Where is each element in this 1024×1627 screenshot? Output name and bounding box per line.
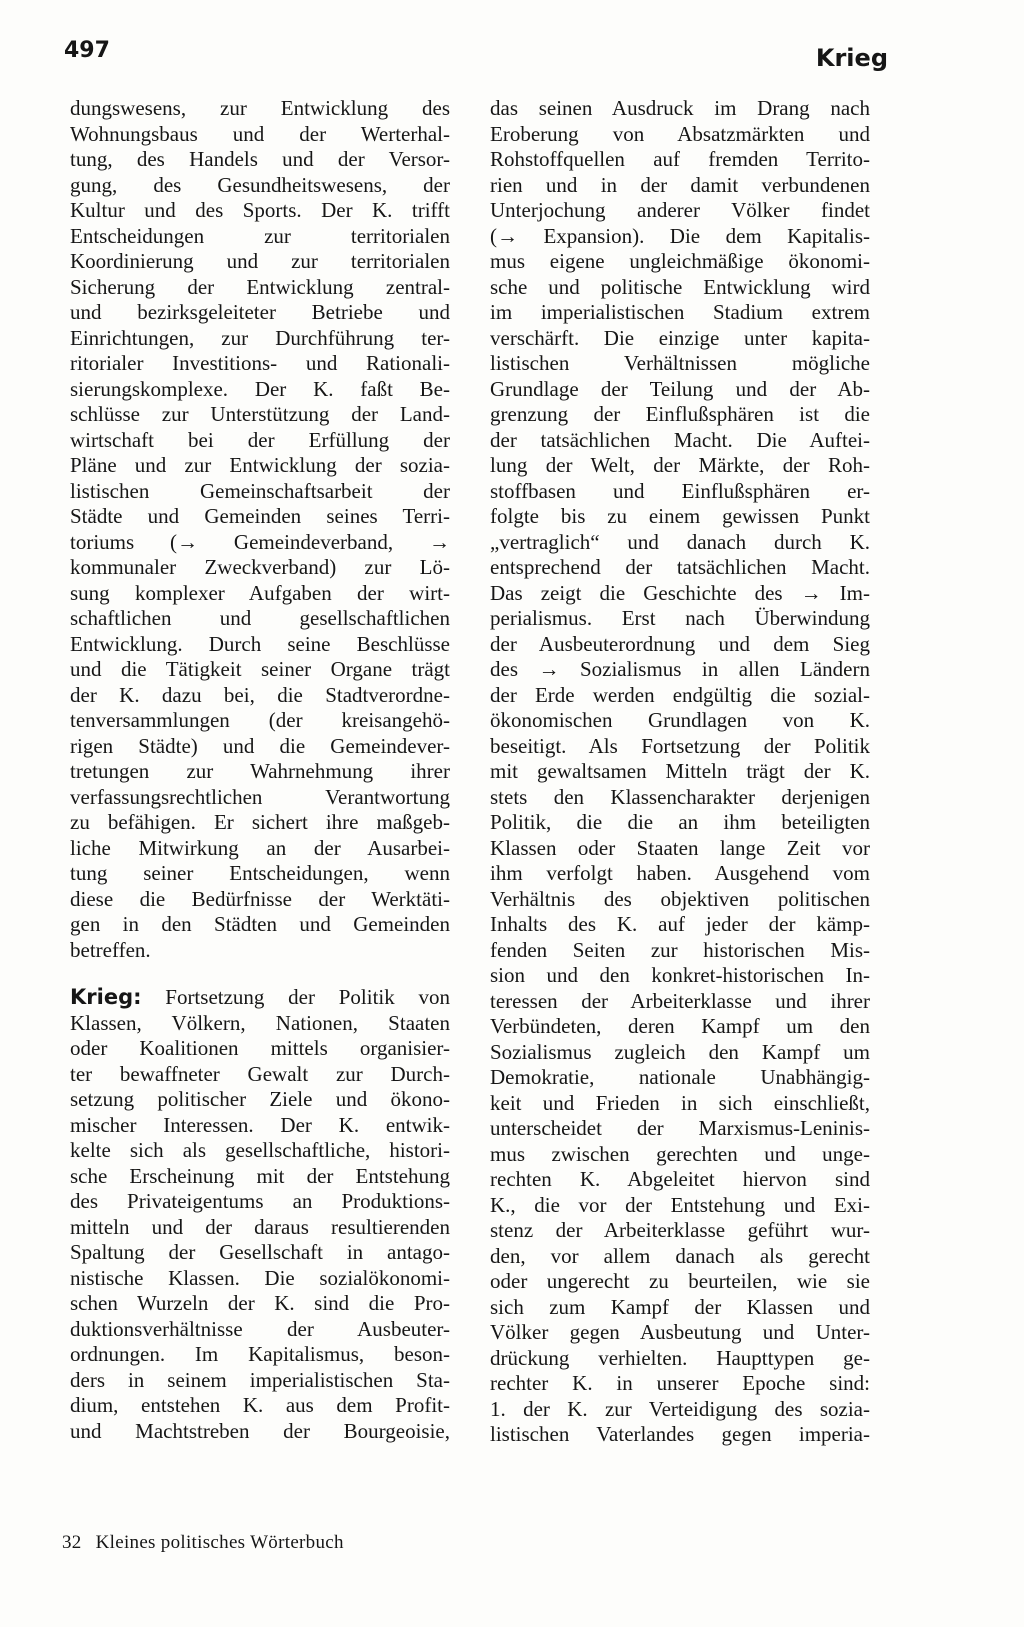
text-line: folgte bis zu einem gewissen Punkt [490, 504, 870, 528]
text-line: Sozialismus zugleich den Kampf um [490, 1039, 870, 1064]
text-line: sche Erscheinung mit der Entstehung [70, 1163, 450, 1188]
text-line: schaftlichen und gesellschaftlichen [70, 606, 450, 630]
text-line: listischen Vaterlandes gegen imperia- [490, 1422, 870, 1446]
text-line: Städte und Gemeinden seines Terri- [70, 504, 450, 528]
text-line: wirtschaft bei der Erfüllung der [70, 427, 450, 452]
text-line: nistische Klassen. Die sozialökonomi- [70, 1265, 450, 1290]
text-line: Klassen, Völkern, Nationen, Staaten [70, 1010, 450, 1035]
text-line: oder ungerecht zu beurteilen, wie sie [490, 1269, 870, 1293]
text-line: verfassungsrechtlichen Verantwortung [70, 784, 450, 809]
text-line: der Ausbeuterordnung und dem Sieg [490, 631, 870, 656]
text-line: listischen Verhältnissen mögliche [490, 351, 870, 375]
entry-first-line [70, 985, 450, 1011]
text-line: oder Koalitionen mittels organisier- [70, 1036, 450, 1060]
text-line: tretungen zur Wahrnehmung ihrer [70, 759, 450, 783]
left-column [70, 96, 450, 1444]
text-line: Kultur und des Sports. Der K. trifft [70, 198, 450, 222]
text-line: Demokratie, nationale Unabhängig- [490, 1065, 870, 1089]
text-line: mus eigene ungleichmäßige ökonomi- [490, 249, 870, 273]
text-line: stets den Klassencharakter derjenigen [490, 784, 870, 809]
text-line: gung, des Gesundheitswesens, der [70, 172, 450, 197]
text-line: tenversammlungen (der kreisangehö- [70, 708, 450, 732]
entry-gap [70, 963, 450, 985]
right-column [490, 96, 870, 1448]
text-line: des → Sozialismus in allen Ländern [490, 657, 870, 681]
text-line: ihm verfolgt haben. Ausgehend vom [490, 861, 870, 885]
text-line: teressen der Arbeiterklasse und ihrer [490, 988, 870, 1013]
entry-term-krieg: Krieg: [70, 985, 142, 1009]
text-line: stenz der Arbeiterklasse geführt wur- [490, 1218, 870, 1242]
text-line: ders in seinem imperialistischen Sta- [70, 1367, 450, 1392]
text-line: setzung politischer Ziele und ökono- [70, 1087, 450, 1111]
text-line: zu befähigen. Er sichert ihre maßgeb- [70, 810, 450, 834]
text-line: sion und den konkret-historischen In- [490, 963, 870, 987]
text-line: Inhalts des K. auf jeder der kämp- [490, 912, 870, 936]
entry-first-line-text: Fortsetzung der Politik von [141, 985, 450, 1009]
text-line: der K. dazu bei, die Stadtverordne- [70, 682, 450, 707]
text-line: beseitigt. Als Fortsetzung der Politik [490, 733, 870, 758]
sheet-number: 32 [62, 1532, 82, 1553]
text-line: der Erde werden endgültig die sozial- [490, 682, 870, 707]
text-line: „vertraglich“ und danach durch K. [490, 529, 870, 554]
text-line: gen in den Städten und Gemeinden [70, 912, 450, 936]
text-line: Spaltung der Gesellschaft in antago- [70, 1240, 450, 1264]
text-line: im imperialistischen Stadium extrem [490, 300, 870, 324]
text-line: rigen Städte) und die Gemeindever- [70, 733, 450, 758]
text-line: lung der Welt, der Märkte, der Roh- [490, 453, 870, 477]
text-line: kelte sich als gesellschaftliche, histori- [70, 1138, 450, 1162]
text-line: sich zum Kampf der Klassen und [490, 1294, 870, 1319]
text-line: Koordinierung und zur territorialen [70, 249, 450, 273]
text-line: Unterjochung anderer Völker findet [490, 198, 870, 222]
text-line: unterscheidet der Marxismus-Leninis- [490, 1116, 870, 1140]
text-line: mus zwischen gerechten und unge- [490, 1141, 870, 1166]
text-line: und die Tätigkeit seiner Organe trägt [70, 657, 450, 681]
text-line: Einrichtungen, zur Durchführung ter- [70, 325, 450, 350]
text-line: duktionsverhältnisse der Ausbeuter- [70, 1316, 450, 1341]
text-line: 1. der K. zur Verteidigung des sozia- [490, 1396, 870, 1421]
text-line: fenden Seiten zur historischen Mis- [490, 937, 870, 962]
text-line: rechten K. Abgeleitet hiervon sind [490, 1167, 870, 1191]
running-head: Krieg [815, 44, 888, 72]
text-line: mitteln und der daraus resultierenden [70, 1214, 450, 1239]
text-line: Pläne und zur Entwicklung der sozia- [70, 453, 450, 477]
text-line: rien und in der damit verbundenen [490, 172, 870, 197]
text-line: Eroberung von Absatzmärkten und [490, 121, 870, 146]
text-line: Grundlage der Teilung und der Ab- [490, 376, 870, 401]
text-line: schlüsse zur Unterstützung der Land- [70, 402, 450, 426]
text-line: des Privateigentums an Produktions- [70, 1189, 450, 1213]
text-line: mischer Interessen. Der K. entwik- [70, 1112, 450, 1137]
text-line: liche Mitwirkung an der Ausarbei- [70, 835, 450, 860]
text-line: rechter K. in unserer Epoche sind: [490, 1371, 870, 1395]
text-line: listischen Gemeinschaftsarbeit der [70, 478, 450, 503]
text-line: Klassen oder Staaten lange Zeit vor [490, 835, 870, 860]
text-line: grenzung der Einflußsphären ist die [490, 402, 870, 426]
text-line: Das zeigt die Geschichte des → Im- [490, 580, 870, 605]
text-line: ter bewaffneter Gewalt zur Durch- [70, 1061, 450, 1086]
text-line: Entwicklung. Durch seine Beschlüsse [70, 631, 450, 656]
text-line: tung, des Handels und der Versor- [70, 147, 450, 171]
text-line: diese die Bedürfnisse der Werktäti- [70, 886, 450, 911]
text-line: dungswesens, zur Entwicklung des [70, 96, 450, 120]
text-line: der tatsächlichen Macht. Die Auftei- [490, 427, 870, 452]
text-line: toriums (→ Gemeindeverband, → [70, 529, 450, 554]
text-line: Politik, die die an ihm beteiligten [490, 810, 870, 834]
text-line: perialismus. Erst nach Überwindung [490, 606, 870, 630]
text-line: keit und Frieden in sich einschließt, [490, 1090, 870, 1115]
page-footer [62, 1532, 344, 1554]
text-line: das seinen Ausdruck im Drang nach [490, 96, 870, 120]
text-line: Verbündeten, deren Kampf um den [490, 1014, 870, 1038]
page-number: 497 [64, 38, 110, 63]
text-line: tung seiner Entscheidungen, wenn [70, 861, 450, 885]
text-line: schen Wurzeln der K. sind die Pro- [70, 1291, 450, 1315]
text-line: sche und politische Entwicklung wird [490, 274, 870, 299]
text-line: Rohstoffquellen auf fremden Territo- [490, 147, 870, 171]
text-line: Sicherung der Entwicklung zentral- [70, 274, 450, 299]
text-line: Wohnungsbaus und der Werterhal- [70, 121, 450, 146]
text-line: K., die vor der Entstehung und Exi- [490, 1192, 870, 1217]
text-line: und bezirksgeleiteter Betriebe und [70, 300, 450, 324]
text-line: dium, entstehen K. aus dem Profit- [70, 1393, 450, 1417]
text-line: den, vor allem danach als gerecht [490, 1243, 870, 1268]
text-line: Verhältnis des objektiven politischen [490, 886, 870, 911]
text-line: kommunaler Zweckverband) zur Lö- [70, 555, 450, 579]
text-line: mit gewaltsamen Mitteln trägt der K. [490, 759, 870, 783]
text-line: verschärft. Die einzige unter kapita- [490, 325, 870, 350]
text-line: stoffbasen und Einflußsphären er- [490, 478, 870, 503]
text-line: drückung verhielten. Haupttypen ge- [490, 1345, 870, 1370]
text-line: ritorialer Investitions- und Rationali- [70, 351, 450, 375]
text-line: und Machtstreben der Bourgeoisie, [70, 1418, 450, 1443]
book-title: Kleines politisches Wörterbuch [95, 1532, 344, 1553]
text-line: sung komplexer Aufgaben der wirt- [70, 580, 450, 605]
text-line: sierungskomplexe. Der K. faßt Be- [70, 376, 450, 401]
text-line: (→ Expansion). Die dem Kapitalis- [490, 223, 870, 248]
text-line: Völker gegen Ausbeutung und Unter- [490, 1320, 870, 1344]
text-line: Entscheidungen zur territorialen [70, 223, 450, 248]
text-line: betreffen. [70, 937, 151, 962]
text-line: ordnungen. Im Kapitalismus, beson- [70, 1342, 450, 1366]
text-line: entsprechend der tatsächlichen Macht. [490, 555, 870, 579]
text-line: ökonomischen Grundlagen von K. [490, 708, 870, 732]
